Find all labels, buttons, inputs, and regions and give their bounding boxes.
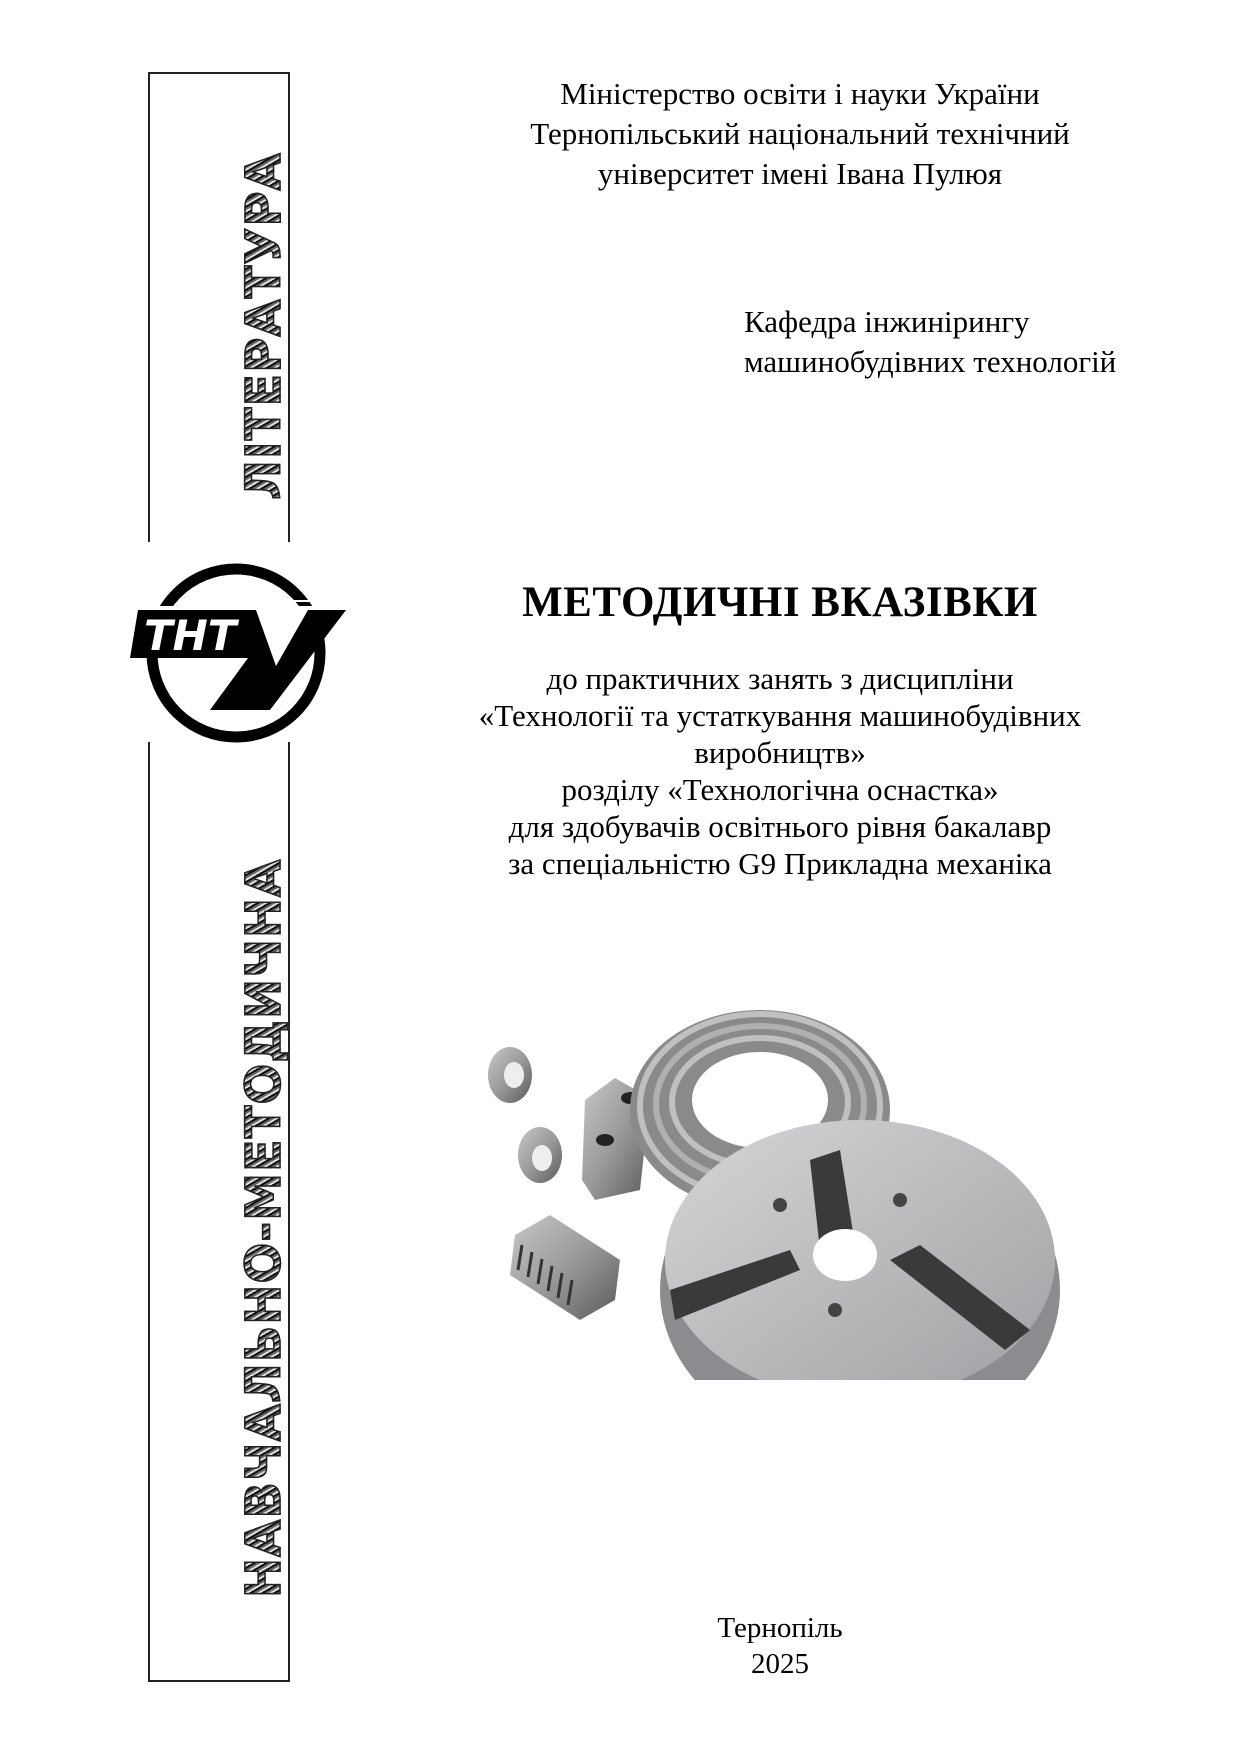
subtitle-line: «Технології та устаткування машинобудівних bbox=[478, 698, 1082, 733]
ministry-line: університет імені Івана Пулюя bbox=[597, 156, 1003, 191]
ring-part bbox=[518, 1127, 562, 1183]
ministry-line: Тернопільський національний технічний bbox=[530, 116, 1070, 151]
subtitle-line: виробництв» bbox=[694, 735, 866, 770]
side-text-literature: ЛІТЕРАТУРА bbox=[236, 152, 292, 500]
subtitle-line: до практичних занять з дисципліни bbox=[546, 661, 1014, 696]
university-logo-icon bbox=[118, 548, 348, 758]
subtitle-line: за спеціальністю G9 Прикладна механіка bbox=[508, 846, 1052, 881]
logo-text: ТНТ bbox=[144, 611, 237, 660]
footer-city: Тернопіль bbox=[717, 1612, 843, 1644]
document-title: МЕТОДИЧНІ ВКАЗІВКИ bbox=[522, 579, 1038, 626]
ministry-header bbox=[440, 74, 1160, 194]
ministry-line: Міністерство освіти і науки України bbox=[560, 76, 1040, 111]
ring-part bbox=[488, 1047, 532, 1103]
footer-year: 2025 bbox=[751, 1648, 809, 1680]
stepped-jaw bbox=[510, 1215, 620, 1320]
subtitle-line: для здобувачів освітнього рівня бакалавр bbox=[508, 809, 1052, 844]
footer bbox=[660, 1610, 900, 1682]
lathe-chuck-illustration-icon bbox=[470, 990, 1060, 1380]
department bbox=[744, 302, 1116, 382]
department-line: Кафедра інжинірингу bbox=[744, 304, 1030, 339]
department-line: машинобудівних технологій bbox=[744, 344, 1117, 379]
subtitle-line: розділу «Технологічна оснастка» bbox=[561, 772, 999, 807]
document-subtitle bbox=[420, 660, 1140, 882]
side-text-methodical: НАВЧАЛЬНО-МЕТОДИЧНА bbox=[236, 858, 292, 1598]
